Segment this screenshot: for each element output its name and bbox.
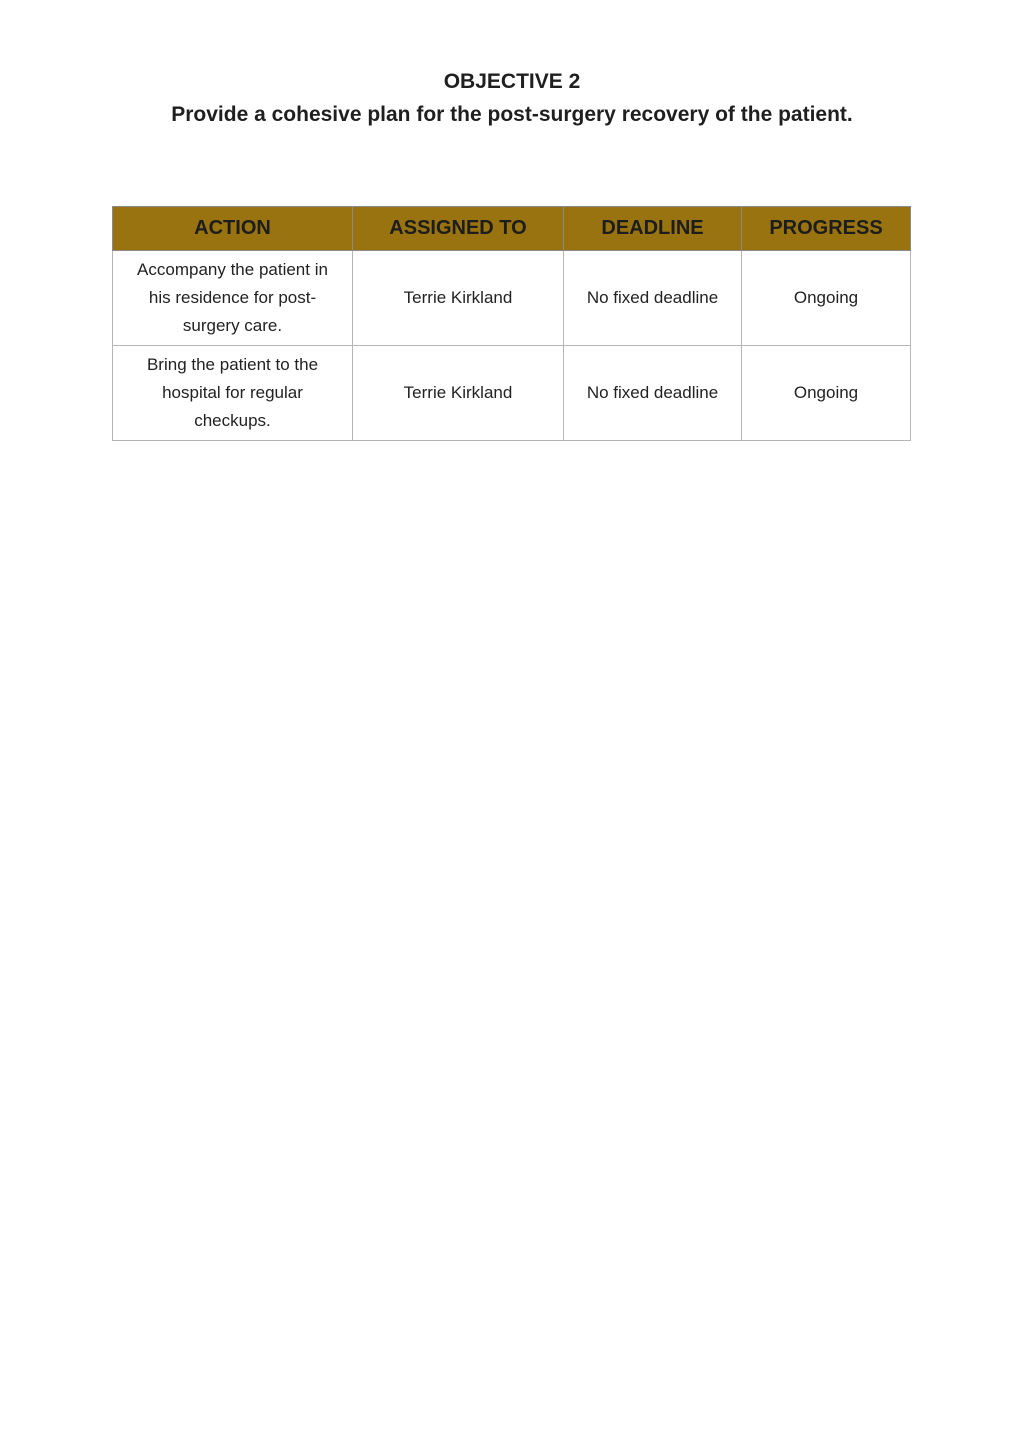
cell-deadline: No fixed deadline	[564, 346, 742, 441]
cell-progress: Ongoing	[742, 251, 911, 346]
column-header-action: ACTION	[113, 207, 353, 251]
cell-assigned-to: Terrie Kirkland	[353, 251, 564, 346]
cell-progress: Ongoing	[742, 346, 911, 441]
cell-assigned-to: Terrie Kirkland	[353, 346, 564, 441]
objective-title: OBJECTIVE 2	[443, 70, 581, 93]
table-row	[113, 251, 911, 346]
action-plan-table	[112, 206, 911, 441]
cell-action: Bring the patient to the hospital for regular checkups.	[113, 346, 353, 441]
cell-action: Accompany the patient in his residence for post-surgery care.	[113, 251, 353, 346]
column-header-deadline: DEADLINE	[564, 207, 742, 251]
header-row	[113, 207, 911, 251]
cell-deadline: No fixed deadline	[564, 251, 742, 346]
column-header-assigned-to: ASSIGNED TO	[353, 207, 564, 251]
table-header	[113, 207, 911, 251]
column-header-progress: PROGRESS	[742, 207, 911, 251]
objective-description: Provide a cohesive plan for the post-surgery recovery of the patient.	[171, 103, 853, 126]
table-row	[113, 346, 911, 441]
table-body	[113, 251, 911, 441]
